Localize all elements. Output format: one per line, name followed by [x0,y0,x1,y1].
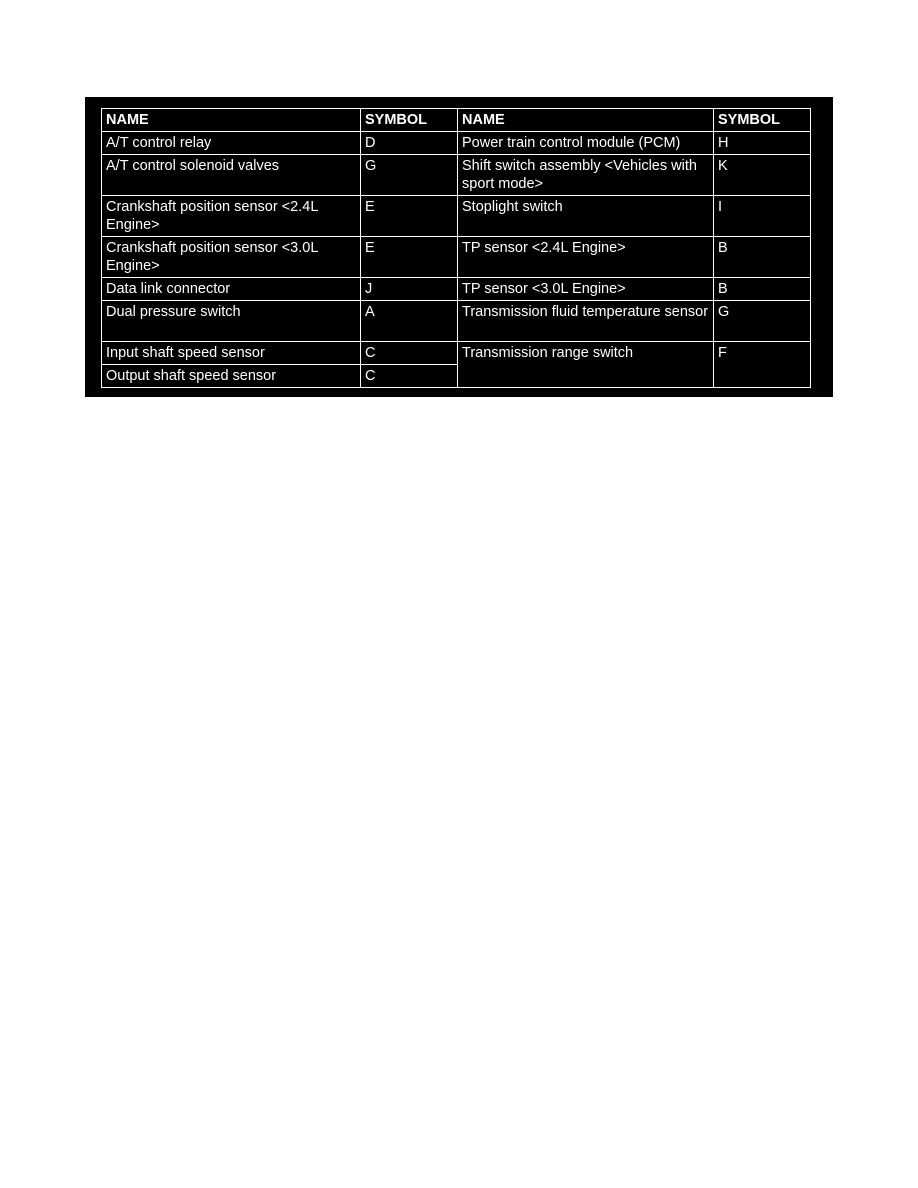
component-symbol: K [714,155,811,196]
header-symbol-right: SYMBOL [714,109,811,132]
component-symbol: C [361,365,458,388]
component-name: Output shaft speed sensor [102,365,361,388]
component-name: Stoplight switch [458,196,714,237]
component-symbol: G [361,155,458,196]
table-row [102,237,811,278]
table-row [102,301,811,342]
component-symbol: B [714,278,811,301]
component-name: Transmission range switch [458,342,714,388]
component-symbol: C [361,342,458,365]
component-name: TP sensor <3.0L Engine> [458,278,714,301]
table-row [102,196,811,237]
header-symbol-left: SYMBOL [361,109,458,132]
component-symbol: B [714,237,811,278]
component-name: A/T control solenoid valves [102,155,361,196]
component-legend-panel [85,97,833,397]
component-symbol-table [101,108,811,388]
table-header-row [102,109,811,132]
component-symbol: F [714,342,811,388]
component-name: Transmission fluid temperature sensor [458,301,714,342]
component-symbol: G [714,301,811,342]
component-symbol: E [361,237,458,278]
component-name: Crankshaft position sensor <3.0L Engine> [102,237,361,278]
component-symbol: H [714,132,811,155]
table-row [102,278,811,301]
component-name: Input shaft speed sensor [102,342,361,365]
component-name: Dual pressure switch [102,301,361,342]
component-name: Shift switch assembly <Vehicles with sport mode> [458,155,714,196]
component-symbol: D [361,132,458,155]
component-symbol: I [714,196,811,237]
table-row [102,132,811,155]
component-name: Data link connector [102,278,361,301]
component-name: TP sensor <2.4L Engine> [458,237,714,278]
component-name: Crankshaft position sensor <2.4L Engine> [102,196,361,237]
component-symbol: E [361,196,458,237]
header-name-left: NAME [102,109,361,132]
component-symbol: J [361,278,458,301]
table-row [102,342,811,365]
header-name-right: NAME [458,109,714,132]
component-symbol: A [361,301,458,342]
component-name: A/T control relay [102,132,361,155]
table-row [102,155,811,196]
component-name: Power train control module (PCM) [458,132,714,155]
